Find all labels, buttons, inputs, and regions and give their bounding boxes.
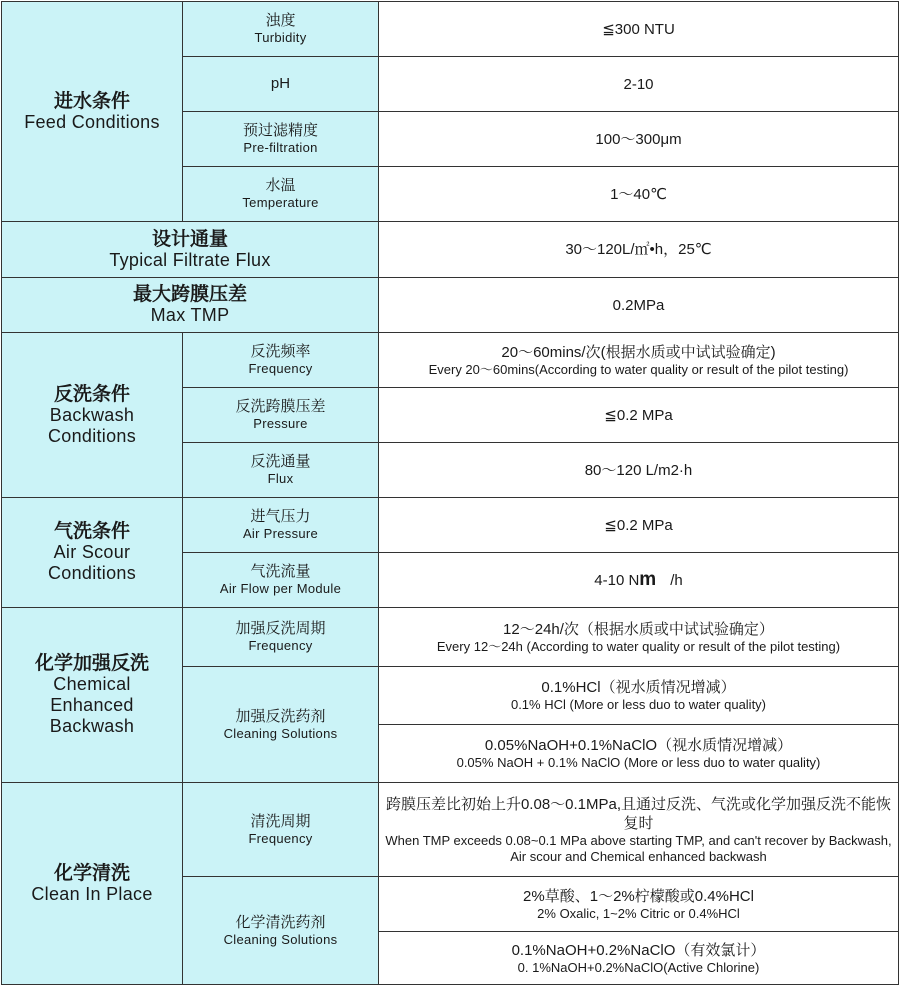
air-pressure-label: 进气压力 Air Pressure <box>183 498 379 553</box>
cip-solutions-label: 化学清洗药剂 Cleaning Solutions <box>183 877 379 985</box>
air-flow-label: 气洗流量 Air Flow per Module <box>183 553 379 608</box>
air-flow-value: 4-10 Nm /h <box>379 553 899 608</box>
max-tmp-header: 最大跨膜压差 Max TMP <box>2 278 379 333</box>
ceb-solution-1-value: 0.1%HCl（视水质情况增减） 0.1% HCl (More or less duo to water quality) <box>379 667 899 725</box>
ceb-frequency-label: 加强反洗周期 Frequency <box>183 608 379 667</box>
backwash-frequency-value: 20～60mins/次(根据水质或中试试验确定) Every 20～60mins(According to water quality or result of the pilot testing) <box>379 333 899 388</box>
cip-solution-1-value: 2%草酸、1～2%柠檬酸或0.4%HCl 2% Oxalic, 1~2% Citric or 0.4%HCl <box>379 877 899 932</box>
backwash-conditions-header: 反洗条件 Backwash Conditions <box>2 333 183 498</box>
filtrate-flux-header: 设计通量 Typical Filtrate Flux <box>2 222 379 278</box>
backwash-flux-label: 反洗通量 Flux <box>183 443 379 498</box>
spec-table <box>1 1 899 985</box>
temperature-label: 水温 Temperature <box>183 167 379 222</box>
backwash-flux-value: 80～120 L/m2·h <box>379 443 899 498</box>
air-scour-header: 气洗条件 Air Scour Conditions <box>2 498 183 608</box>
table-row <box>2 608 899 667</box>
cip-frequency-label: 清洗周期 Frequency <box>183 783 379 877</box>
table-row <box>2 783 899 877</box>
cip-header: 化学清洗 Clean In Place <box>2 783 183 985</box>
backwash-pressure-value: ≦0.2 MPa <box>379 388 899 443</box>
prefiltration-value: 100～300μm <box>379 112 899 167</box>
ceb-solutions-label: 加强反洗药剂 Cleaning Solutions <box>183 667 379 783</box>
ceb-frequency-value: 12～24h/次（根据水质或中试试验确定） Every 12～24h (According to water quality or result of the pilot testing) <box>379 608 899 667</box>
prefiltration-label: 预过滤精度 Pre-filtration <box>183 112 379 167</box>
table-row <box>2 278 899 333</box>
backwash-frequency-label: 反洗频率 Frequency <box>183 333 379 388</box>
ph-value: 2-10 <box>379 57 899 112</box>
temperature-value: 1～40℃ <box>379 167 899 222</box>
feed-conditions-header: 进水条件 Feed Conditions <box>2 2 183 222</box>
air-pressure-value: ≦0.2 MPa <box>379 498 899 553</box>
table-row <box>2 498 899 553</box>
turbidity-value: ≦300 NTU <box>379 2 899 57</box>
cip-frequency-value: 跨膜压差比初始上升0.08～0.1MPa,且通过反洗、气洗或化学加强反洗不能恢复时 When TMP exceeds 0.08~0.1 MPa above starting TMP, and can't recover by Backwash, Air scour and Chemical enhanced backwash <box>379 783 899 877</box>
ceb-solution-2-value: 0.05%NaOH+0.1%NaClO（视水质情况增减） 0.05% NaOH + 0.1% NaClO (More or less duo to water quality) <box>379 725 899 783</box>
table-row <box>2 2 899 57</box>
filtrate-flux-value: 30～120L/㎡•h，25℃ <box>379 222 899 278</box>
backwash-pressure-label: 反洗跨膜压差 Pressure <box>183 388 379 443</box>
max-tmp-value: 0.2MPa <box>379 278 899 333</box>
table-row <box>2 333 899 388</box>
turbidity-label: 浊度 Turbidity <box>183 2 379 57</box>
ph-label: pH <box>183 57 379 112</box>
table-row <box>2 222 899 278</box>
cip-solution-2-value: 0.1%NaOH+0.2%NaClO（有效氯计） 0. 1%NaOH+0.2%NaClO(Active Chlorine) <box>379 932 899 985</box>
ceb-header: 化学加强反洗 Chemical Enhanced Backwash <box>2 608 183 783</box>
